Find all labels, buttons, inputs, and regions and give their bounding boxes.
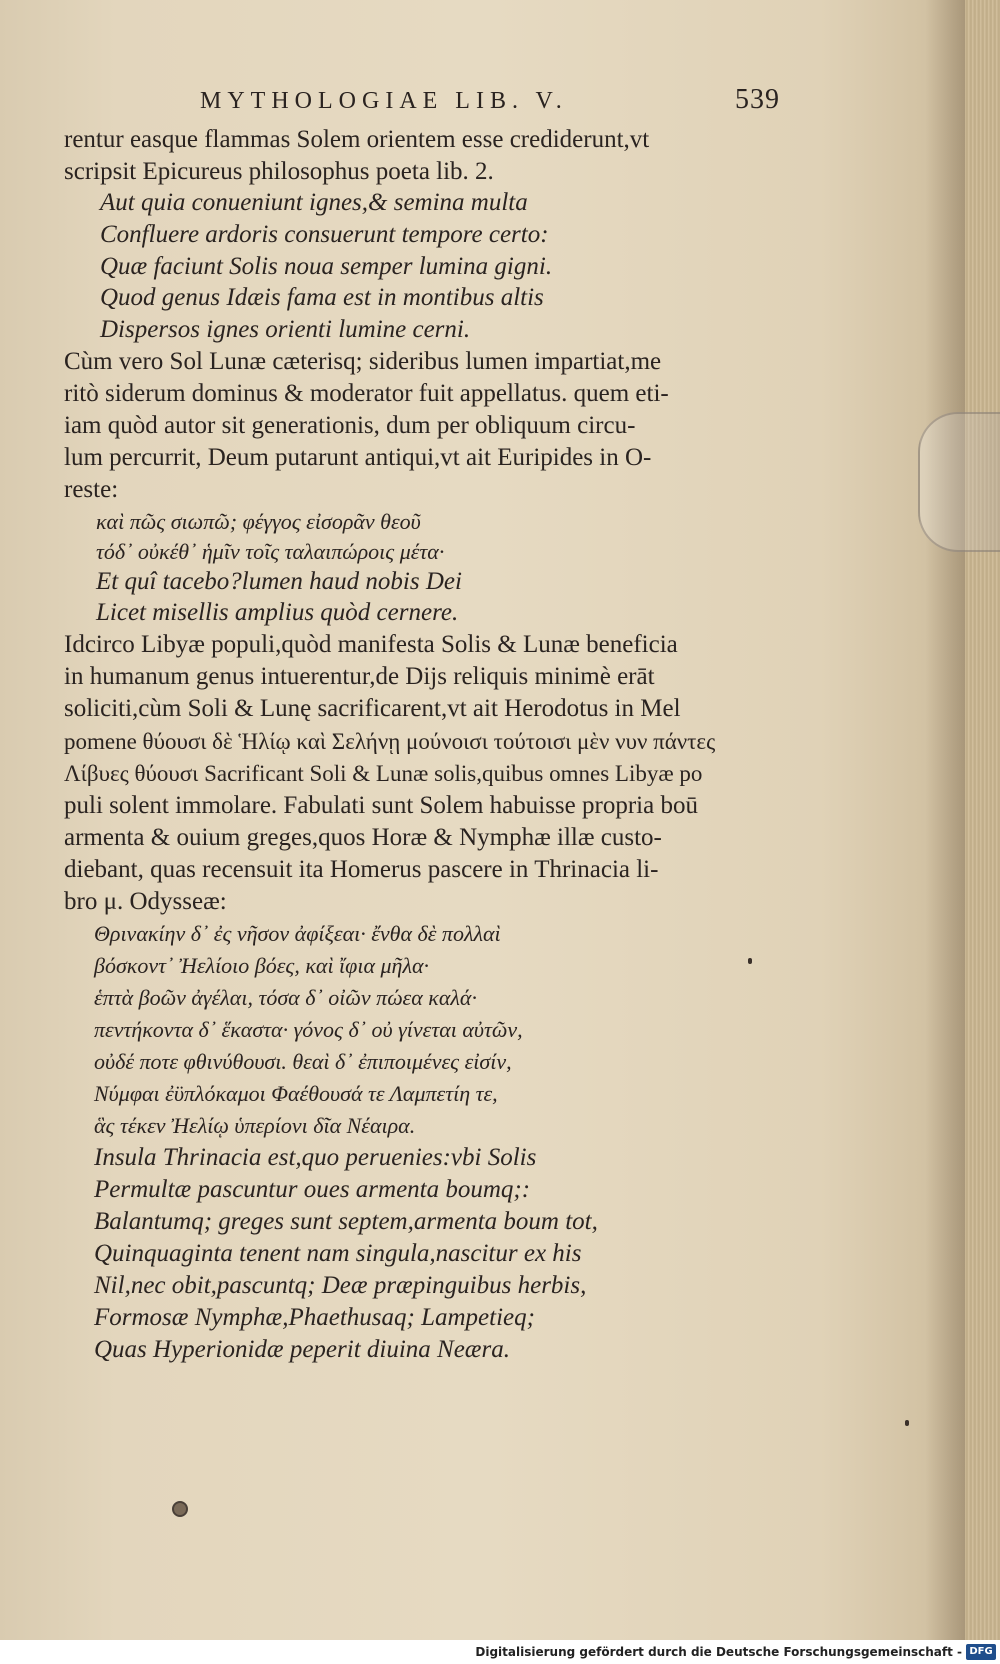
text-line: puli solent immolare. Fabulati sunt Solem habuisse propria boū xyxy=(64,792,698,819)
verse-line: Quæ faciunt Solis noua semper lumina gigni. xyxy=(100,253,553,280)
running-head-title: MYTHOLOGIAE LIB. V. xyxy=(200,88,568,114)
text-line: armenta & ouium greges,quos Horæ & Nymphæ illæ custo- xyxy=(64,824,662,851)
text-line: reste: xyxy=(64,476,119,503)
greek-verse-line: Θρινακίην δ᾽ ἐς νῆσον ἀφίξεαι· ἔνθα δὲ πολλαὶ xyxy=(94,921,501,946)
text-line: pomene θύουσι δὲ Ἡλίῳ καὶ Σελήνῃ μούνοισι τούτοισι μὲν νυν πάντες xyxy=(64,729,716,754)
greek-verse-line: Νύμφαι ἐϋπλόκαμοι Φαέθουσά τε Λαμπετίη τε, xyxy=(94,1081,498,1106)
verse-line: Licet misellis amplius quòd cernere. xyxy=(96,599,459,626)
greek-verse-line: καὶ πῶς σιωπῶ; φέγγος εἰσορᾶν θεοῦ xyxy=(96,509,421,534)
text-line: diebant, quas recensuit ita Homerus pascere in Thrinacia li- xyxy=(64,856,659,883)
verse-line: Confluere ardoris consuerunt tempore certo: xyxy=(100,221,549,248)
funding-credit: Digitalisierung gefördert durch die Deutsche Forschungsgemeinschaft - xyxy=(475,1645,962,1659)
text-line: scripsit Epicureus philosophus poeta lib. 2. xyxy=(64,158,494,185)
verse-line: Balantumq; greges sunt septem,armenta boum tot, xyxy=(94,1208,598,1235)
text-line: bro μ. Odysseæ: xyxy=(64,888,227,915)
page-number: 539 xyxy=(735,84,780,115)
verse-line: Et quî tacebo?lumen haud nobis Dei xyxy=(96,568,462,595)
text-line: Idcirco Libyæ populi,quòd manifesta Solis & Lunæ beneficia xyxy=(64,631,678,658)
greek-verse-line: ἑπτὰ βοῶν ἀγέλαι, τόσα δ᾽ οἰῶν πώεα καλά· xyxy=(94,985,477,1010)
greek-verse-line: ἃς τέκεν Ἠελίῳ ὑπερίονι δῖα Νέαιρα. xyxy=(94,1113,416,1138)
text-line: Cùm vero Sol Lunæ cæterisq; sideribus lumen impartiat,me xyxy=(64,348,662,375)
verse-line: Quod genus Idæis fama est in montibus altis xyxy=(100,284,544,311)
text-line: lum percurrit, Deum putarunt antiqui,vt ait Euripides in O- xyxy=(64,444,652,471)
text-line: in humanum genus intuerentur,de Dijs reliquis minimè erāt xyxy=(64,663,655,690)
ornament-dot xyxy=(172,1501,188,1517)
ink-speck xyxy=(905,1420,909,1426)
ink-speck xyxy=(748,958,752,964)
text-line: rentur easque flammas Solem orientem esse crediderunt,vt xyxy=(64,126,650,153)
verse-line: Permultæ pascuntur oues armenta boumq;: xyxy=(94,1176,531,1203)
dfg-logo: DFG xyxy=(966,1644,996,1660)
greek-verse-line: πεντήκοντα δ᾽ ἕκαστα· γόνος δ᾽ οὐ γίνεται αὐτῶν, xyxy=(94,1017,523,1042)
text-line: soliciti,cùm Soli & Lunę sacrificarent,vt ait Herodotus in Mel xyxy=(64,695,681,722)
greek-verse-line: βόσκοντ᾽ Ἠελίοιο βόες, καὶ ἴφια μῆλα· xyxy=(94,953,430,978)
verse-line: Aut quia conueniunt ignes,& semina multa xyxy=(100,189,528,216)
verse-line: Nil,nec obit,pascuntq; Deæ præpinguibus herbis, xyxy=(94,1272,587,1299)
text-line: iam quòd autor sit generationis, dum per obliquum circu- xyxy=(64,412,636,439)
text-line: ritò siderum dominus & moderator fuit appellatus. quem eti- xyxy=(64,380,669,407)
greek-verse-line: τόδ᾽ οὐκέθ᾽ ἡμῖν τοῖς ταλαιπώροις μέτα· xyxy=(96,539,445,564)
verse-line: Quinquaginta tenent nam singula,nascitur ex his xyxy=(94,1240,582,1267)
verse-line: Dispersos ignes orienti lumine cerni. xyxy=(100,316,471,343)
verse-line: Quas Hyperionidæ peperit diuina Neæra. xyxy=(94,1336,510,1363)
verse-line: Formosæ Nymphæ,Phaethusaq; Lampetieq; xyxy=(94,1304,535,1331)
book-fore-edge xyxy=(965,0,1000,1640)
text-line: Λίβυες θύουσι Sacrificant Soli & Lunæ solis,quibus omnes Libyæ po xyxy=(64,761,703,786)
verse-line: Insula Thrinacia est,quo peruenies:vbi Solis xyxy=(94,1144,537,1171)
digitization-footer xyxy=(0,1640,1000,1664)
greek-verse-line: οὐδέ ποτε φθινύθουσι. θεαὶ δ᾽ ἐπιποιμένες εἰσίν, xyxy=(94,1049,512,1074)
